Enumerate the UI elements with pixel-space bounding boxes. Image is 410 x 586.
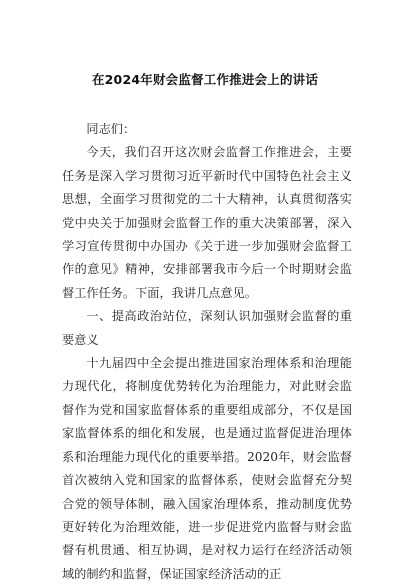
paragraph-section-1: 十九届四中全会提出推进国家治理体系和治理能力现代化，将制度优势转化为治理能力，对此财会监督作为党和国家监督体系的重要组成部分，不仅是国家监督体系的细化和发展，也是通过监督促进治理体系和治理能力现代化的重要举措。2020年，财会监督首次被纳入党和国家的监督体系，使财会监督充分契合党的领导体制，融入国家治理体系，推动制度优势更好转化为治理效能，进一步促进党内监督与财会监督有机贯通、相互协调，是对权力运行在经济活动领域的制约和监督，保证国家经济活动的正 [62, 356, 352, 581]
salutation: 同志们： [86, 122, 136, 136]
document-body [62, 118, 352, 586]
document-title: 在2024年财会监督工作推进会上的讲话 [91, 72, 319, 87]
section-heading-1: 一、提高政治站位，深刻认识加强财会监督的重要意义 [62, 309, 352, 347]
paragraph-intro: 今天，我们召开这次财会监督工作推进会，主要任务是深入学习贯彻习近平新时代中国特色社会主义思想，全面学习贯彻党的二十大精神，认真贯彻落实党中央关于加强财会监督工作的重大决策部署，深入学习宣传贯彻中办国办《关于进一步加强财会监督工作的意见》精神，安排部署我市今后一个时期财会监督工作任务。下面，我讲几点意见。 [62, 145, 352, 300]
